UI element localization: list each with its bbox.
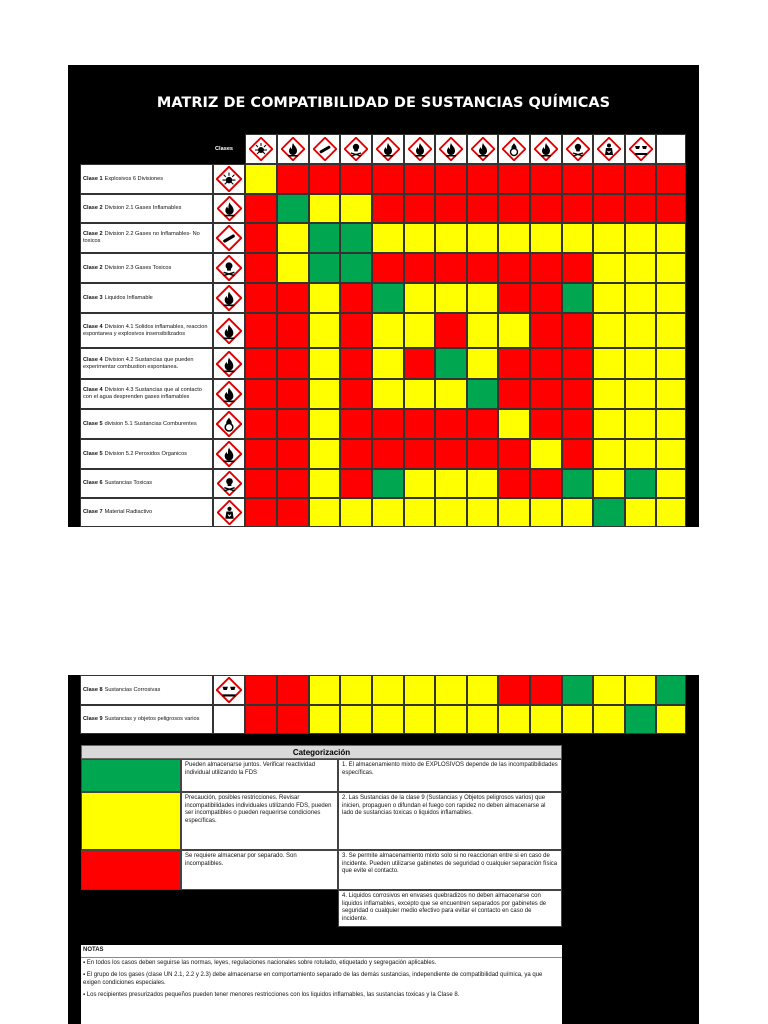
matrix-cell	[562, 313, 593, 348]
health-hazard-icon	[213, 498, 245, 527]
matrix-cell	[593, 498, 625, 527]
matrix-cell	[435, 283, 467, 313]
matrix-cell	[593, 283, 625, 313]
header-gas-cylinder-icon	[309, 134, 340, 164]
matrix-cell	[245, 409, 277, 439]
row-label	[80, 313, 213, 348]
matrix-cell	[372, 194, 404, 223]
matrix-cell	[562, 223, 593, 253]
matrix-cell	[467, 223, 498, 253]
flame-over-circle-icon	[213, 409, 245, 439]
matrix-cell	[467, 253, 498, 283]
matrix-cell	[435, 469, 467, 498]
matrix-cell	[467, 498, 498, 527]
matrix-cell	[656, 194, 686, 223]
legend-note-2: 2. Las Sustancias de la clase 9 (Sustancias y Objetos peligrosos varios) que inicien, propaguen o difundan el fuego con rapidez no deben almacenarse al lado de sustancias toxicas o liquidos inflamables.	[338, 792, 562, 850]
matrix-cell	[404, 705, 435, 734]
matrix-cell	[530, 313, 562, 348]
row-class: Clase 4	[83, 387, 103, 393]
matrix-cell	[562, 253, 593, 283]
matrix-cell	[498, 283, 530, 313]
matrix-cell	[372, 469, 404, 498]
legend-text-yellow: Precaución, posibles restricciones. Revisar incompatibilidades individuales utilizando FDS, pueden ser incompatibles o pueden requerirse condiciones específicas.	[181, 792, 338, 850]
notes-title: NOTAS	[81, 945, 562, 958]
matrix-cell	[625, 348, 656, 379]
row-label	[80, 283, 213, 313]
flame-icon	[213, 313, 245, 348]
matrix-cell	[467, 705, 498, 734]
legend-text-green: Pueden almacenarse juntos. Verificar reactividad individual utilizando la FDS	[181, 759, 338, 792]
matrix-cell	[404, 409, 435, 439]
matrix-cell	[309, 348, 340, 379]
matrix-cell	[245, 498, 277, 527]
flame-icon	[213, 348, 245, 379]
row-class: Clase 2	[83, 205, 103, 211]
matrix-cell	[309, 379, 340, 409]
matrix-cell	[656, 283, 686, 313]
matrix-cell	[530, 164, 562, 194]
matrix-cell	[340, 675, 372, 705]
matrix-cell	[562, 409, 593, 439]
matrix-cell	[656, 379, 686, 409]
matrix-cell	[530, 348, 562, 379]
matrix-cell	[340, 498, 372, 527]
matrix-cell	[309, 164, 340, 194]
row-description: Division 2.2 Gases no Inflamables- No toxicos	[83, 231, 200, 244]
matrix-cell	[309, 675, 340, 705]
row-class: Clase 5	[83, 450, 103, 457]
row-label	[80, 194, 213, 223]
matrix-cell	[404, 498, 435, 527]
row-label	[80, 409, 213, 439]
matrix-cell	[435, 164, 467, 194]
row-description: Explosivos 6 Divisiones	[104, 175, 164, 182]
matrix-cell	[309, 313, 340, 348]
row-class: Clase 7	[83, 509, 103, 515]
matrix-cell	[245, 283, 277, 313]
legend-swatch-yellow	[81, 792, 181, 850]
notes-section	[81, 945, 562, 1024]
matrix-cell	[435, 348, 467, 379]
matrix-cell	[340, 313, 372, 348]
matrix-cell	[435, 439, 467, 469]
row-label	[80, 498, 213, 527]
matrix-cell	[562, 469, 593, 498]
matrix-cell	[562, 283, 593, 313]
matrix-cell	[530, 439, 562, 469]
matrix-cell	[435, 705, 467, 734]
matrix-cell	[530, 469, 562, 498]
matrix-cell	[245, 348, 277, 379]
legend-blank	[81, 890, 338, 927]
matrix-cell	[656, 253, 686, 283]
legend-note-4: 4. Liquidos corrosivos en envases quebradizos no deben almacenarse con liquidos inflamables, excepto que se encuentren separados por gabinetes de seguridad o cualquier medio efectivo para evitar el contacto en caso de incidente.	[338, 890, 562, 927]
explosive-icon	[213, 164, 245, 194]
matrix-cell	[309, 439, 340, 469]
matrix-cell	[245, 469, 277, 498]
legend-note-3: 3. Se permite almacenamiento mixto solo si no reaccionan entre si en caso de incidente. Pueden utilizarse gabinetes de seguridad o cualquier separación física que evite el contacto.	[338, 850, 562, 890]
row-class: Clase 4	[83, 356, 103, 363]
header-flame-icon	[530, 134, 562, 164]
matrix-cell	[372, 675, 404, 705]
skull-icon	[213, 469, 245, 498]
matrix-cell	[340, 379, 372, 409]
row-label	[80, 439, 213, 469]
matrix-cell	[372, 253, 404, 283]
matrix-cell	[593, 164, 625, 194]
legend-swatch-red	[81, 850, 181, 890]
row-label	[80, 223, 213, 253]
matrix-cell	[625, 223, 656, 253]
matrix-cell	[530, 705, 562, 734]
matrix-cell	[277, 439, 309, 469]
matrix-cell	[562, 498, 593, 527]
matrix-cell	[498, 498, 530, 527]
matrix-cell	[498, 439, 530, 469]
matrix-cell	[467, 675, 498, 705]
matrix-cell	[625, 705, 656, 734]
row-description: Division 4.3 Sustancias que al contacto con el agua desprenden gases inflamables	[83, 387, 202, 400]
matrix-cell	[435, 223, 467, 253]
row-class: Clase 5	[83, 420, 103, 427]
matrix-cell	[467, 194, 498, 223]
matrix-cell	[245, 164, 277, 194]
gas-cylinder-icon	[213, 223, 245, 253]
matrix-cell	[372, 498, 404, 527]
row-description: Liquidos Inflamable	[104, 294, 153, 301]
matrix-cell	[277, 348, 309, 379]
matrix-cell	[277, 409, 309, 439]
matrix-cell	[245, 675, 277, 705]
matrix-cell	[498, 194, 530, 223]
matrix-cell	[530, 283, 562, 313]
matrix-cell	[656, 439, 686, 469]
matrix-cell	[530, 194, 562, 223]
matrix-cell	[372, 283, 404, 313]
matrix-cell	[656, 164, 686, 194]
matrix-cell	[435, 194, 467, 223]
matrix-cell	[404, 164, 435, 194]
matrix-cell	[498, 348, 530, 379]
matrix-cell	[625, 283, 656, 313]
row-description: division 5.1 Sustancias Comburentes	[104, 420, 197, 427]
row-description: Division 4.2 Sustancias que pueden experimentar combustion espontanea.	[83, 356, 194, 370]
matrix-cell	[530, 498, 562, 527]
matrix-cell	[372, 223, 404, 253]
matrix-cell	[309, 469, 340, 498]
matrix-cell	[593, 253, 625, 283]
matrix-cell	[404, 223, 435, 253]
matrix-cell	[467, 164, 498, 194]
matrix-cell	[498, 223, 530, 253]
matrix-cell	[593, 409, 625, 439]
matrix-cell	[625, 313, 656, 348]
header-skull-icon	[562, 134, 593, 164]
header-flame-icon	[404, 134, 435, 164]
row-class: Clase 2	[83, 264, 103, 271]
matrix-cell	[562, 675, 593, 705]
matrix-cell	[404, 469, 435, 498]
matrix-cell	[277, 164, 309, 194]
matrix-cell	[467, 439, 498, 469]
matrix-cell	[277, 705, 309, 734]
page-title: MATRIZ DE COMPATIBILIDAD DE SUSTANCIAS QUÍMICAS	[156, 95, 611, 111]
matrix-cell	[625, 379, 656, 409]
matrix-cell	[498, 379, 530, 409]
row-description: Division 2.1 Gases Inflamables	[104, 205, 182, 211]
matrix-cell	[404, 313, 435, 348]
matrix-cell	[593, 675, 625, 705]
row-label	[80, 164, 213, 194]
matrix-cell	[435, 253, 467, 283]
flame-icon	[213, 283, 245, 313]
matrix-cell	[404, 253, 435, 283]
matrix-cell	[404, 675, 435, 705]
matrix-cell	[656, 348, 686, 379]
matrix-cell	[372, 164, 404, 194]
row-label	[80, 379, 213, 409]
row-label	[80, 675, 213, 705]
matrix-cell	[656, 498, 686, 527]
matrix-cell	[435, 498, 467, 527]
header-clases-label: Clases	[213, 134, 245, 164]
matrix-cell	[309, 705, 340, 734]
matrix-cell	[562, 439, 593, 469]
row-description: Sustancias Toxicas	[104, 480, 153, 486]
note-item: ▪ Los recipientes presurizados pequeños pueden tener menores restricciones con los liquidos inflamables, las sustancias toxicas y la Clase 8.	[83, 992, 460, 998]
matrix-cell	[372, 348, 404, 379]
matrix-cell	[467, 469, 498, 498]
matrix-cell	[593, 379, 625, 409]
matrix-cell	[340, 283, 372, 313]
row-label	[80, 253, 213, 283]
matrix-cell	[530, 675, 562, 705]
header-health-hazard-icon	[593, 134, 625, 164]
matrix-cell	[404, 194, 435, 223]
matrix-cell	[498, 469, 530, 498]
header-flame-icon	[277, 134, 309, 164]
matrix-cell	[340, 223, 372, 253]
matrix-cell	[625, 439, 656, 469]
legend-text-red: Se requiere almacenar por separado. Son incompatibles.	[181, 850, 338, 890]
matrix-cell	[625, 469, 656, 498]
matrix-cell	[277, 194, 309, 223]
matrix-cell	[498, 253, 530, 283]
matrix-cell	[656, 313, 686, 348]
matrix-cell	[309, 498, 340, 527]
header-empty-header	[656, 134, 686, 164]
matrix-cell	[625, 253, 656, 283]
matrix-cell	[372, 439, 404, 469]
matrix-cell	[562, 705, 593, 734]
matrix-cell	[562, 164, 593, 194]
matrix-cell	[340, 705, 372, 734]
matrix-cell	[277, 469, 309, 498]
matrix-cell	[625, 498, 656, 527]
matrix-cell	[593, 439, 625, 469]
matrix-cell	[530, 379, 562, 409]
matrix-cell	[340, 164, 372, 194]
matrix-cell	[498, 705, 530, 734]
matrix-cell	[277, 498, 309, 527]
matrix-cell	[245, 379, 277, 409]
matrix-cell	[245, 439, 277, 469]
matrix-cell	[277, 379, 309, 409]
row-class: Clase 8	[83, 686, 103, 693]
matrix-cell	[593, 469, 625, 498]
skull-icon	[213, 253, 245, 283]
legend-note-1: 1. El almacenamiento mixto de EXPLOSIVOS depende de las incompatibilidades específicas.	[338, 759, 562, 792]
matrix-cell	[467, 409, 498, 439]
flame-icon	[213, 439, 245, 469]
row-description: Material Radiactivo	[104, 509, 153, 515]
corrosion-icon	[213, 675, 245, 705]
matrix-cell	[656, 469, 686, 498]
matrix-cell	[277, 313, 309, 348]
matrix-cell	[530, 223, 562, 253]
matrix-cell	[404, 283, 435, 313]
matrix-cell	[245, 223, 277, 253]
row-description: Division 4.1 Solidos inflamables, reaccion espontanea y explosivos insensibilizados	[83, 323, 208, 337]
matrix-cell	[498, 313, 530, 348]
header-flame-icon	[372, 134, 404, 164]
row-label	[80, 469, 213, 498]
matrix-cell	[562, 194, 593, 223]
matrix-cell	[309, 283, 340, 313]
row-class: Clase 3	[83, 294, 103, 301]
legend-swatch-green	[81, 759, 181, 792]
matrix-cell	[245, 253, 277, 283]
matrix-cell	[372, 409, 404, 439]
header-explosive-icon	[245, 134, 277, 164]
flame-icon	[213, 379, 245, 409]
header-flame-icon	[435, 134, 467, 164]
matrix-cell	[435, 409, 467, 439]
matrix-cell	[340, 409, 372, 439]
matrix-cell	[498, 164, 530, 194]
matrix-cell	[277, 283, 309, 313]
matrix-cell	[340, 194, 372, 223]
legend-title: Categorización	[81, 745, 562, 759]
matrix-cell	[593, 223, 625, 253]
note-item: ▪ En todos los casos deben seguirse las normas, leyes, regulaciones nacionales sobre rotulado, etiquetado y segregación aplicables.	[83, 959, 437, 966]
legend	[81, 745, 562, 945]
matrix-cell	[372, 313, 404, 348]
header-flame-over-circle-icon	[498, 134, 530, 164]
matrix-cell	[340, 439, 372, 469]
matrix-cell	[245, 705, 277, 734]
row-description: Sustancias Corrosivas	[104, 686, 161, 693]
matrix-cell	[593, 313, 625, 348]
flame-icon	[213, 194, 245, 223]
matrix-cell	[467, 283, 498, 313]
matrix-cell	[593, 348, 625, 379]
row-class: Clase 1	[83, 175, 103, 182]
row-description: Sustancias y objetos peligrosos varios	[104, 716, 200, 722]
matrix-cell	[435, 313, 467, 348]
matrix-cell	[530, 409, 562, 439]
row-class: Clase 2	[83, 231, 103, 237]
matrix-cell	[467, 313, 498, 348]
matrix-cell	[340, 469, 372, 498]
header-skull-icon	[340, 134, 372, 164]
header-flame-icon	[467, 134, 498, 164]
matrix-cell	[277, 675, 309, 705]
matrix-cell	[625, 164, 656, 194]
matrix-cell	[593, 194, 625, 223]
matrix-cell	[467, 348, 498, 379]
matrix-cell	[562, 348, 593, 379]
matrix-cell	[435, 675, 467, 705]
matrix-cell	[498, 675, 530, 705]
matrix-cell	[404, 348, 435, 379]
note-item: ▪ El grupo de los gases (clase UN 2.1, 2.2 y 2.3) debe almacenarse en comportamiento separado de las demás sustancias, independiente de compatibilidad química, ya que exigen condiciones especiales.	[83, 972, 543, 986]
matrix-cell	[309, 223, 340, 253]
row-description: Division 2.3 Gases Toxicos	[104, 264, 172, 271]
matrix-cell	[309, 253, 340, 283]
matrix-cell	[245, 313, 277, 348]
matrix-cell	[309, 194, 340, 223]
row-label	[80, 348, 213, 379]
legend-gap	[81, 927, 562, 945]
matrix-cell	[340, 348, 372, 379]
empty-pictogram	[213, 705, 245, 734]
row-class: Clase 4	[83, 323, 103, 330]
header-corrosion-icon	[625, 134, 656, 164]
matrix-cell	[277, 253, 309, 283]
matrix-cell	[562, 379, 593, 409]
row-description: Division 5.2 Peroxidos Organicos	[104, 450, 187, 457]
matrix-cell	[498, 409, 530, 439]
row-class: Clase 6	[83, 480, 103, 486]
matrix-cell	[625, 675, 656, 705]
matrix-cell	[309, 409, 340, 439]
matrix-cell	[625, 409, 656, 439]
matrix-cell	[530, 253, 562, 283]
matrix-cell	[404, 379, 435, 409]
matrix-cell	[625, 194, 656, 223]
row-label	[80, 705, 213, 734]
matrix-cell	[656, 409, 686, 439]
matrix-cell	[656, 675, 686, 705]
matrix-cell	[340, 253, 372, 283]
matrix-cell	[435, 379, 467, 409]
matrix-cell	[245, 194, 277, 223]
row-class: Clase 9	[83, 716, 103, 722]
matrix-cell	[404, 439, 435, 469]
matrix-cell	[372, 705, 404, 734]
matrix-cell	[467, 379, 498, 409]
matrix-cell	[277, 223, 309, 253]
matrix-cell	[593, 705, 625, 734]
matrix-cell	[372, 379, 404, 409]
matrix-cell	[656, 223, 686, 253]
matrix-cell	[656, 705, 686, 734]
